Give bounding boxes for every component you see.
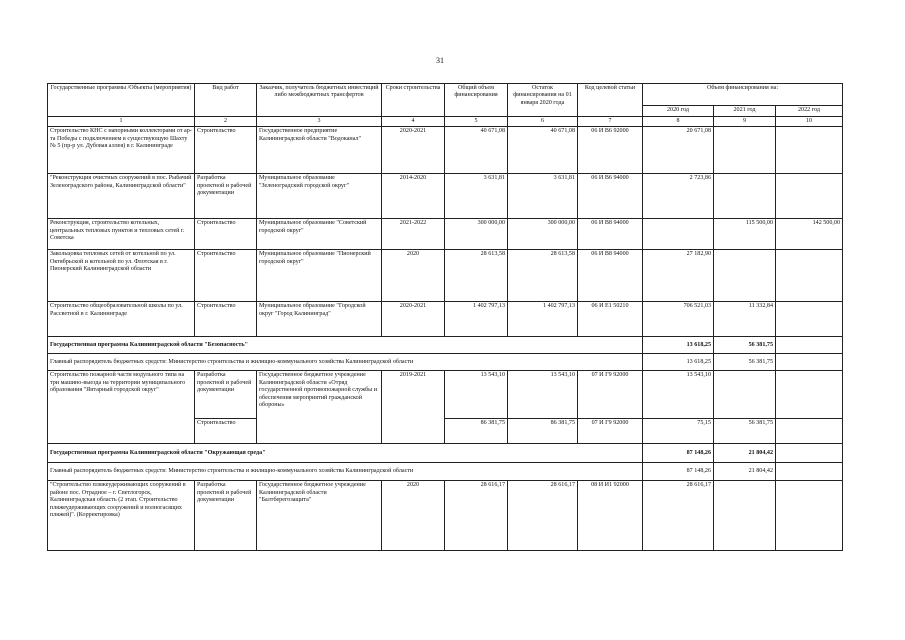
funding-2020 [643, 219, 714, 250]
funding-2021: 21 804,42 [714, 444, 776, 463]
column-number: 7 [578, 117, 643, 127]
column-number: 3 [257, 117, 382, 127]
work-type: Строительство [195, 219, 257, 250]
remainder: 13 543,10 [508, 371, 578, 419]
remainder: 28 613,58 [508, 250, 578, 302]
object-name: Реконструкция, строительство котельных, центральных тепловых пунктов и тепловых сетей г. Советска [48, 219, 195, 250]
column-number: 10 [776, 117, 843, 127]
header-2020: 2020 год [643, 106, 714, 117]
remainder: 300 000,00 [508, 219, 578, 250]
terms: 2019-2021 [382, 371, 445, 444]
funding-2021: 56 381,75 [714, 354, 776, 371]
object-name: Закольцовка тепловых сетей от котельной по ул. Октябрьской и котельной по ул. Флотская в г. Пионерский Калининградской области [48, 250, 195, 302]
financing-table [47, 83, 843, 551]
terms: 2014-2020 [382, 174, 445, 219]
funding-2022 [776, 371, 843, 419]
table-row [48, 219, 843, 250]
remainder: 3 631,81 [508, 174, 578, 219]
column-number: 6 [508, 117, 578, 127]
code: 06 И В6 94000 [578, 174, 643, 219]
funding-2021 [714, 481, 776, 551]
funding-2022 [776, 127, 843, 174]
funding-2021 [714, 174, 776, 219]
funding-2021 [714, 371, 776, 419]
manager-row [48, 354, 843, 371]
funding-2020: 87 148,26 [643, 463, 714, 481]
funding-2022 [776, 250, 843, 302]
work-type: Строительство [195, 302, 257, 337]
funding-2021: 21 804,42 [714, 463, 776, 481]
code: 06 И В8 94000 [578, 219, 643, 250]
code: 08 И И1 92000 [578, 481, 643, 551]
customer: Муниципальное образование "Пионерский городской округ" [257, 250, 382, 302]
funding-2021: 115 500,00 [714, 219, 776, 250]
funding-2020: 706 521,03 [643, 302, 714, 337]
terms: 2020-2021 [382, 302, 445, 337]
work-type: Разработка проектной и рабочей документации [195, 371, 257, 419]
program-title: Государственная программа Калининградской области "Окружающая среда" [48, 444, 643, 463]
table-row [48, 127, 843, 174]
customer: Муниципальное образование "Городской округ "Город Калининград" [257, 302, 382, 337]
funding-2021: 56 381,75 [714, 419, 776, 444]
table-row [48, 250, 843, 302]
remainder: 40 671,08 [508, 127, 578, 174]
terms: 2020 [382, 250, 445, 302]
funding-2020: 13 618,25 [643, 337, 714, 354]
code: 06 И В8 94000 [578, 250, 643, 302]
terms: 2021-2022 [382, 219, 445, 250]
customer: Муниципальное образование "Зеленоградский городской округ" [257, 174, 382, 219]
program-row [48, 444, 843, 463]
work-type: Строительство [195, 127, 257, 174]
remainder: 28 616,17 [508, 481, 578, 551]
funding-2021: 56 381,75 [714, 337, 776, 354]
funding-2021 [714, 127, 776, 174]
column-number: 2 [195, 117, 257, 127]
funding-2020: 27 182,90 [643, 250, 714, 302]
table-row [48, 371, 843, 419]
work-type: Строительство [195, 250, 257, 302]
header-code: Код целевой статьи [578, 84, 643, 117]
page-number: 31 [436, 56, 444, 65]
header-total: Общий объем финансирования [445, 84, 508, 117]
header-work-type: Вид работ [195, 84, 257, 117]
funding-2021: 11 332,84 [714, 302, 776, 337]
column-number: 4 [382, 117, 445, 127]
funding-2020: 87 148,26 [643, 444, 714, 463]
object-name: Строительство общеобразовательной школы по ул. Рассветной в г. Калининграде [48, 302, 195, 337]
program-row [48, 337, 843, 354]
work-type: Строительство [195, 419, 257, 444]
table-row [48, 302, 843, 337]
funding-2022 [776, 419, 843, 444]
funding-2020: 13 618,25 [643, 354, 714, 371]
funding-2020: 13 543,10 [643, 371, 714, 419]
terms: 2020 [382, 481, 445, 551]
table-row [48, 481, 843, 551]
customer: Государственное бюджетное учреждение Калининградской области «Отряд государственной противопожарной службы и обеспечения мероприятий гражданской обороны» [257, 371, 382, 444]
total: 300 000,00 [445, 219, 508, 250]
terms: 2020-2021 [382, 127, 445, 174]
header-customer: Заказчик, получатель бюджетных инвестиций либо межбюджетных трансфертов [257, 84, 382, 117]
column-number-row [48, 117, 843, 127]
total: 28 613,58 [445, 250, 508, 302]
funding-2020: 20 671,08 [643, 127, 714, 174]
funding-2022 [776, 463, 843, 481]
funding-2022 [776, 444, 843, 463]
object-name: "Реконструкция очистных сооружений в пос. Рыбачий Зеленоградского района, Калининградской области" [48, 174, 195, 219]
funding-2020: 75,15 [643, 419, 714, 444]
total: 3 631,81 [445, 174, 508, 219]
funding-2022 [776, 174, 843, 219]
column-number: 1 [48, 117, 195, 127]
funding-2022 [776, 354, 843, 371]
remainder: 86 381,75 [508, 419, 578, 444]
code: 07 И Г9 92000 [578, 419, 643, 444]
work-type: Разработка проектной и рабочей документации [195, 174, 257, 219]
total: 86 381,75 [445, 419, 508, 444]
table-row [48, 174, 843, 219]
manager-row [48, 463, 843, 481]
customer: Государственное предприятие Калининградской области "Водоканал" [257, 127, 382, 174]
budget-manager: Главный распорядитель бюджетных средств: Министерство строительства и жилищно-коммунального хозяйства Калининградской области [48, 463, 643, 481]
program-title: Государственная программа Калининградской области "Безопасность" [48, 337, 643, 354]
column-number: 9 [714, 117, 776, 127]
total: 40 671,08 [445, 127, 508, 174]
code: 06 И В6 92000 [578, 127, 643, 174]
header-program: Государственные программы /Объекты (мероприятия) [48, 84, 195, 117]
column-number: 5 [445, 117, 508, 127]
object-name: Строительство КНС с напорными коллекторами от ар-та Победы с подключением в существующую Шахту № 5 (пр-р ул. Дубовая аллея) в г. Калининграде [48, 127, 195, 174]
header-funding: Объем финансирования на: [643, 84, 843, 106]
total: 1 402 797,13 [445, 302, 508, 337]
total: 13 543,10 [445, 371, 508, 419]
header-2021: 2021 год [714, 106, 776, 117]
total: 28 616,17 [445, 481, 508, 551]
object-name: "Строительство пляжеудерживающих сооружений в районе пос. Отрадное – г. Светлогорск, Калининградская область (2 этап. Строительство пляжеудерживающих сооружений и волногасящих пляжей)". (Корректировка) [48, 481, 195, 551]
code: 06 И Е1 50210 [578, 302, 643, 337]
funding-2020: 2 723,86 [643, 174, 714, 219]
customer: Государственное бюджетное учреждение Калининградской области "Балтберегозащита" [257, 481, 382, 551]
object-name: Строительство пожарной части модульного типа на три машино-выезда на территории муниципального образования "Янтарный городской округ" [48, 371, 195, 444]
header-remainder: Остаток финансирования на 01 января 2020 года [508, 84, 578, 117]
work-type: Разработка проектной и рабочей документации [195, 481, 257, 551]
column-number: 8 [643, 117, 714, 127]
customer: Муниципальное образование "Советский городской округ" [257, 219, 382, 250]
funding-2022 [776, 337, 843, 354]
funding-2021 [714, 250, 776, 302]
budget-manager: Главный распорядитель бюджетных средств: Министерство строительства и жилищно-коммунального хозяйства Калининградской области [48, 354, 643, 371]
header-2022: 2022 год [776, 106, 843, 117]
funding-2022 [776, 481, 843, 551]
funding-2022 [776, 302, 843, 337]
header-terms: Сроки строительства [382, 84, 445, 117]
code: 07 И Г9 92000 [578, 371, 643, 419]
remainder: 1 402 797,13 [508, 302, 578, 337]
funding-2022: 142 500,00 [776, 219, 843, 250]
funding-2020: 28 616,17 [643, 481, 714, 551]
